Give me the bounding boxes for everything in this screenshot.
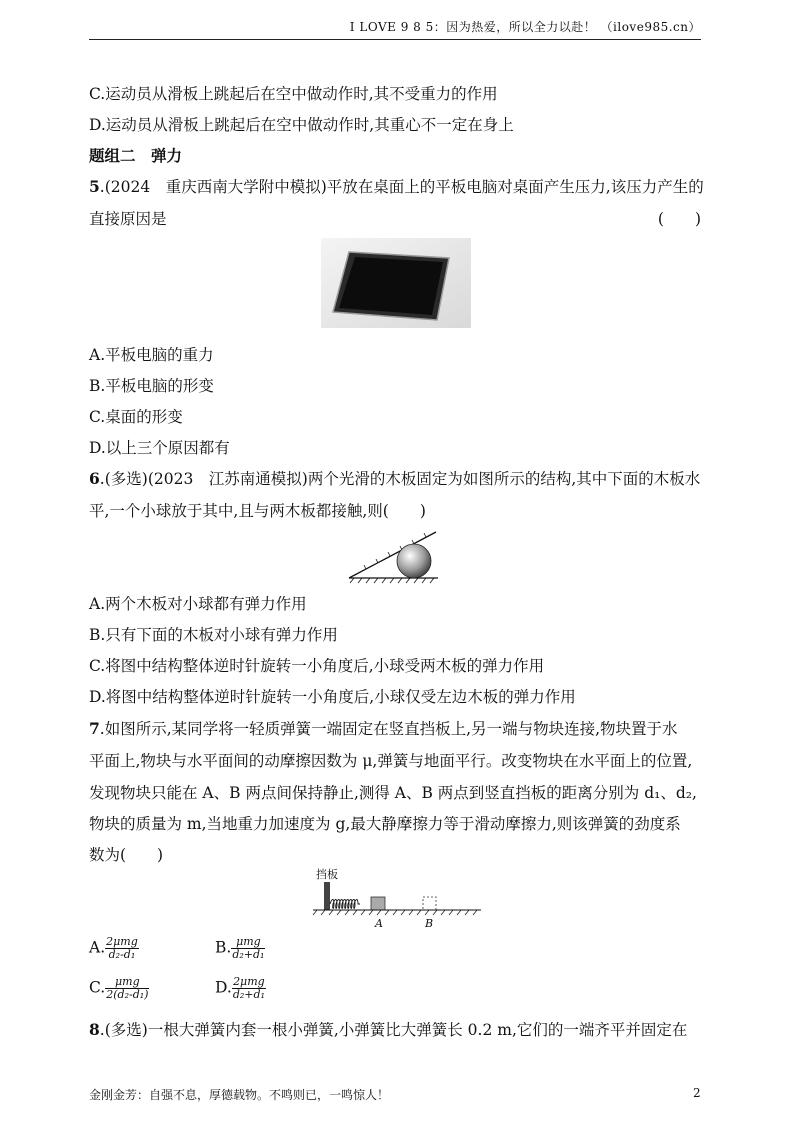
q7-stem-line2: 平面上,物块与水平面间的动摩擦因数为 μ,弹簧与地面平行。改变物块在水平面上的位置, (89, 752, 693, 770)
page-header: I LOVE 9 8 5：因为热爱，所以全力以赴！ （ilove985.cn） (349, 20, 701, 34)
fraction-numerator: μmg (231, 936, 265, 949)
q7-option-c-label: C. (89, 978, 106, 997)
q5-option-d: D.以上三个原因都有 (89, 439, 230, 457)
baffle (324, 882, 330, 910)
q7-option-d-fraction (232, 976, 266, 1001)
q6-stem-text: .(多选)(2023 江苏南通模拟)两个光滑的木板固定为如图所示的结构,其中下面的木板水 (99, 470, 701, 488)
q5-stem-text: .(2024 重庆西南大学附中模拟)平放在桌面上的平板电脑对桌面产生压力,该压力产生的 (99, 178, 704, 196)
q7-number: 7 (89, 719, 100, 738)
fraction-numerator: 2μmg (233, 975, 265, 988)
q6-number: 6 (89, 469, 100, 488)
q6-stem-line2: 平,一个小球放于其中,且与两木板都接触,则( ) (89, 502, 426, 520)
q7-option-a-fraction (105, 936, 139, 961)
q5-stem-line1 (89, 175, 704, 197)
q7-option-b-label: B. (215, 938, 232, 957)
footer-motto: 金刚金芳：自强不息，厚德载物。不鸣则已，一鸣惊人！ (89, 1088, 390, 1102)
q7-stem-line4: 物块的质量为 m,当地重力加速度为 g,最大静摩擦力等于滑动摩擦力,则该弹簧的劲度系 (89, 815, 681, 833)
q8-number: 8 (89, 1020, 100, 1039)
q4-option-d: D.运动员从滑板上跳起后在空中做动作时,其重心不一定在身上 (89, 116, 514, 134)
q5-number: 5 (89, 177, 100, 196)
spring (330, 900, 360, 909)
q7-option-a-label: A. (89, 938, 106, 957)
q5-option-a: A.平板电脑的重力 (89, 346, 214, 364)
q7-option-c (89, 976, 149, 1001)
q5-stem-line2: 直接原因是 (89, 210, 167, 228)
q5-option-b: B.平板电脑的形变 (89, 377, 214, 395)
page-number: 2 (693, 1086, 701, 1100)
q7-option-b-fraction (231, 936, 265, 961)
q5-answer-paren: ( ) (657, 210, 701, 228)
q6-option-a: A.两个木板对小球都有弹力作用 (89, 595, 307, 613)
q6-option-d: D.将图中结构整体逆时针旋转一小角度后,小球仅受左边木板的弹力作用 (89, 688, 576, 706)
baffle-label: 挡板 (316, 868, 338, 881)
fraction-numerator: 2μmg (106, 935, 138, 948)
q7-option-a (89, 936, 139, 961)
q6-option-b: B.只有下面的木板对小球有弹力作用 (89, 626, 338, 644)
q7-stem-text: .如图所示,某同学将一轻质弹簧一端固定在竖直挡板上,另一端与物块连接,物块置于水 (99, 720, 678, 738)
q6-option-c: C.将图中结构整体逆时针旋转一小角度后,小球受两木板的弹力作用 (89, 657, 545, 675)
point-b-label: B (425, 917, 434, 930)
fraction-denominator: 2(d₂-d₁) (106, 988, 149, 1001)
q8-stem-line1 (89, 1018, 687, 1040)
group-heading: 题组二 弹力 (89, 146, 183, 165)
fraction-denominator: d₂-d₁ (108, 948, 136, 961)
block (371, 897, 385, 910)
fraction-denominator: d₂+d₁ (232, 988, 265, 1001)
q5-option-c: C.桌面的形变 (89, 408, 183, 426)
q7-option-d (215, 976, 266, 1001)
q7-stem-line3: 发现物块只能在 A、B 两点间保持静止,测得 A、B 两点到竖直挡板的距离分别为 d₁、d₂, (89, 784, 697, 802)
fraction-numerator: μmg (105, 976, 149, 989)
ball-between-boards-figure (346, 526, 442, 584)
q4-option-c: C.运动员从滑板上跳起后在空中做动作时,其不受重力的作用 (89, 85, 498, 103)
q7-stem-line1 (89, 717, 678, 739)
q7-option-d-label: D. (215, 978, 232, 997)
block-position-b (423, 897, 436, 910)
header-rule (89, 39, 701, 40)
tablet-photo (321, 238, 471, 328)
spring-block-figure (305, 864, 485, 932)
q7-option-c-fraction (105, 976, 149, 1001)
q8-stem-text: .(多选)一根大弹簧内套一根小弹簧,小弹簧比大弹簧长 0.2 m,它们的一端齐平并固定在 (99, 1021, 688, 1039)
fraction-denominator: d₂+d₁ (232, 948, 265, 961)
point-a-label: A (375, 917, 383, 930)
q7-stem-line5: 数为( ) (89, 846, 164, 864)
q7-option-b (215, 936, 265, 961)
q6-stem-line1 (89, 467, 700, 489)
